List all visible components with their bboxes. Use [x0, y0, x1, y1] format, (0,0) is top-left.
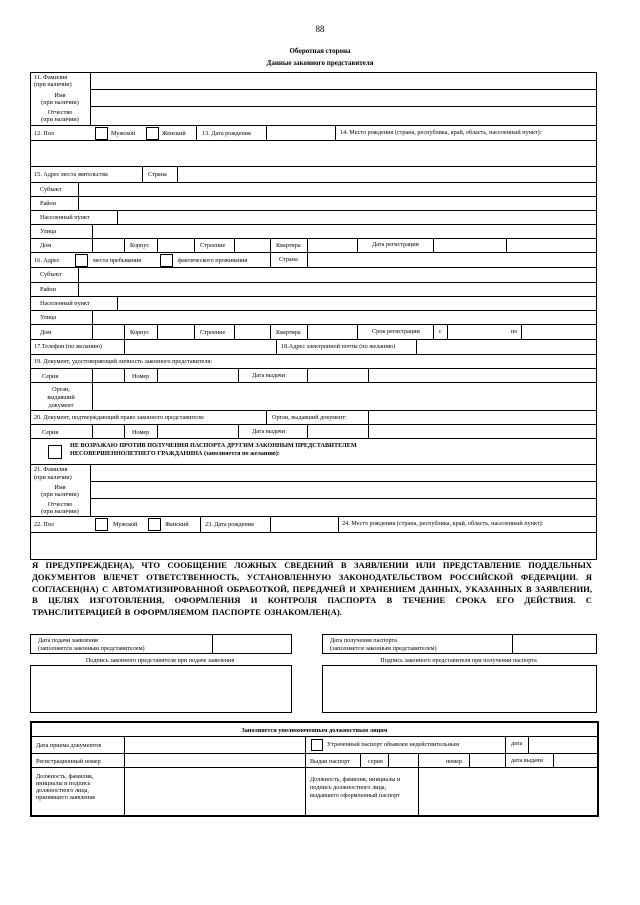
street-label: Улица [40, 314, 57, 321]
issue-date-label: Дата выдачи [252, 372, 286, 379]
accept-date-label: Дата приема документов [36, 742, 102, 749]
email-label: 18.Адрес электронной почты (по желанию) [281, 343, 396, 350]
issue-date-label: Дата выдачи [252, 428, 286, 435]
country-label: Страна [279, 256, 298, 263]
second-male-checkbox[interactable] [95, 518, 108, 531]
residence-reg-date-field[interactable] [434, 239, 505, 251]
id-issue-date-field[interactable] [308, 369, 367, 381]
house-label: Дом [40, 329, 52, 336]
reg-term-label: Срок регистрации [372, 328, 420, 335]
phone-field[interactable] [125, 340, 275, 353]
issuing-body-label-3: документ [48, 402, 74, 409]
proof-issue-date-field[interactable] [308, 425, 367, 437]
second-surname-field[interactable] [91, 465, 594, 480]
proof-document-label: 20. Документ, подтверждающий право законного представителя: [34, 414, 205, 421]
residence-subject-field[interactable] [79, 183, 594, 195]
id-number-field[interactable] [158, 369, 237, 381]
issued-by-label-1: Должность, фамилия, инициалы и [310, 776, 401, 783]
second-sex-label: 22. Пол [34, 521, 54, 528]
receive-date-note: (заполняется законным представителем) [330, 645, 437, 652]
second-birthplace-label: 24. Место рождения (страна, республика, край, область, населенный пункт): [342, 520, 544, 527]
receive-date-field[interactable] [513, 635, 594, 651]
if-any-note: (при наличии) [41, 491, 79, 498]
name-label: Имя [54, 92, 66, 99]
stay-country-field[interactable] [308, 253, 594, 266]
reg-date-label: Дата регистрации [372, 241, 419, 248]
issuing-body-label-2: выдавший [47, 394, 75, 401]
residence-locality-field[interactable] [118, 211, 594, 223]
flat-label: Квартира [276, 242, 301, 249]
actual-residence-label: фактического проживания [178, 257, 248, 264]
sex-label: 12. Пол [34, 130, 54, 137]
reg-number-label: Регистрационный номер [36, 758, 101, 765]
second-name-label: Имя [54, 484, 66, 491]
male-checkbox[interactable] [95, 127, 108, 140]
female-label: Женский [165, 521, 189, 528]
accepted-by-label-4: принявшего заявление [36, 794, 96, 801]
proof-number-field[interactable] [158, 425, 237, 437]
accepted-by-field[interactable] [125, 768, 304, 812]
reg-term-to-label: по [511, 328, 518, 335]
surname-field[interactable] [91, 73, 594, 88]
country-label: Страна [148, 171, 167, 178]
stay-district-field[interactable] [79, 283, 594, 295]
accepted-by-label-3: должностного лица, [36, 787, 89, 794]
female-checkbox[interactable] [146, 127, 159, 140]
proof-issuer-field[interactable] [369, 411, 594, 423]
series-label: Серия [42, 429, 59, 436]
official-header: Заполняется уполномоченным должностным лицом [241, 727, 388, 734]
issued-series-field[interactable] [389, 754, 417, 766]
issued-by-label-3: выдавшего оформленный паспорт [310, 792, 400, 799]
residence-country-field[interactable] [178, 167, 594, 181]
residence-address-label: 15. Адрес места жительства [34, 171, 108, 178]
submit-signature-field[interactable] [30, 665, 292, 713]
receive-date-label: Дата получения паспорта [330, 637, 398, 644]
stay-checkbox[interactable] [75, 254, 88, 267]
section-title: Данные законного представителя [266, 59, 374, 67]
house-label: Дом [40, 242, 52, 249]
building-label: Корпус [130, 329, 150, 336]
stay-street-field[interactable] [93, 311, 594, 323]
if-any-note: (при наличии) [41, 508, 79, 515]
email-field[interactable] [417, 340, 594, 353]
consent-checkbox[interactable] [48, 445, 62, 459]
submit-date-label: Дата подачи заявления [38, 637, 98, 644]
issued-by-field[interactable] [419, 768, 594, 812]
flat-label: Квартира [276, 329, 301, 336]
patronymic-label: Отчество [47, 109, 73, 116]
district-label: Район [40, 200, 56, 207]
number-label: Номер [132, 373, 150, 380]
reg-number-field[interactable] [125, 754, 304, 766]
receive-signature-field[interactable] [322, 665, 597, 713]
street-label: Улица [40, 228, 57, 235]
locality-label: Населенный пункт [40, 300, 90, 307]
structure-label: Строение [200, 242, 226, 249]
second-birthplace-field[interactable] [31, 533, 594, 557]
submit-signature-label: Подпись законного представителя при подаче заявления [85, 657, 235, 664]
birthplace-field[interactable] [31, 141, 594, 165]
lost-date-field[interactable] [529, 737, 593, 752]
receive-signature-label: Подпись законного представителя при получении паспорта [380, 657, 537, 664]
male-label: Мужской [111, 130, 136, 137]
residence-house-field[interactable] [93, 239, 123, 251]
if-any-note: (при наличии) [34, 81, 72, 88]
dob-label: 13. Дата рождения [202, 130, 251, 137]
id-series-field[interactable] [93, 369, 123, 381]
accepted-by-label-2: инициалы и подпись [36, 780, 91, 787]
second-patronymic-field[interactable] [91, 499, 594, 515]
female-label: Женский [162, 130, 186, 137]
proof-series-field[interactable] [93, 425, 123, 437]
dob-field[interactable] [267, 126, 334, 139]
structure-label: Строение [200, 329, 226, 336]
second-surname-label: 21. Фамилия [34, 466, 68, 473]
second-female-checkbox[interactable] [148, 518, 161, 531]
issuer-org-label: Орган, выдавший документ: [272, 414, 347, 421]
second-patronymic-label: Отчество [47, 501, 73, 508]
issued-passport-label: Выдан паспорт [310, 758, 350, 765]
id-issuing-body-field[interactable] [93, 383, 594, 409]
patronymic-field[interactable] [91, 107, 594, 124]
building-label: Корпус [130, 242, 150, 249]
issued-series-label: серия [368, 758, 383, 765]
issued-date-field[interactable] [554, 754, 594, 766]
residence-street-field[interactable] [93, 225, 594, 237]
issued-by-label-2: подпись должностного лица, [310, 784, 387, 791]
series-label: Серия [42, 373, 59, 380]
id-document-label: 19. Документ, удостоверяющий личность законного представителя: [34, 358, 212, 365]
liability-warning: Я ПРЕДУПРЕЖДЕН(А), ЧТО СООБЩЕНИЕ ЛОЖНЫХ СВЕДЕНИЙ В ЗАЯВЛЕНИИ ИЛИ ПРЕДСТАВЛЕНИЕ ПОДДЕЛЬНЫХ ДОКУМЕНТОВ ВЛЕЧЕТ ОТВЕТСТВЕННОСТЬ, УСТАНОВЛЕННУЮ ЗАКОНОДАТЕЛЬСТВОМ РОССИЙСКОЙ ФЕДЕРАЦИИ. Я СОГЛАСЕН(НА) С АВТОМАТИЗИРОВАННОЙ ОБРАБОТКОЙ, ПЕРЕДАЧЕЙ И ХРАНЕНИЕМ ДАННЫХ, УКАЗАННЫХ В ЗАЯВЛЕНИИ, В ЦЕЛЯХ ИЗГОТОВЛЕНИЯ, ОФОРМЛЕНИЯ И КОНТРОЛЯ ПАСПОРТА В ТЕЧЕНИЕ СРОКА ЕГО ДЕЙСТВИЯ. С ТРАНСЛИТЕРАЦИЕЙ В ОФОРМЛЯЕМОМ ПАСПОРТЕ ОЗНАКОМЛЕН(А). [32, 560, 592, 618]
consent-line-1: НЕ ВОЗРАЖАЮ ПРОТИВ ПОЛУЧЕНИЯ ПАСПОРТА ДРУГИМ ЗАКОННЫМ ПРЕДСТАВИТЕЛЕМ [70, 442, 357, 449]
second-name-field[interactable] [91, 482, 594, 497]
stay-locality-field[interactable] [118, 297, 594, 309]
second-dob-field[interactable] [271, 517, 337, 531]
actual-residence-checkbox[interactable] [160, 254, 173, 267]
number-label: Номер [132, 429, 150, 436]
birthplace-label: 14. Место рождения (страна, республика, край, область, населенный пункт): [340, 129, 542, 136]
submit-date-note: (заполняется законным представителем) [38, 645, 145, 652]
male-label: Мужской [113, 521, 138, 528]
issuing-body-label-1: Орган, [52, 386, 70, 393]
if-any-note: (при наличии) [41, 99, 79, 106]
consent-line-2: НЕСОВЕРШЕННОЛЕТНЕГО ГРАЖДАНИНА (заполняется по желанию): [70, 450, 280, 457]
accepted-by-label-1: Должность, фамилия, [36, 773, 94, 780]
locality-label: Населенный пункт [40, 214, 90, 221]
if-any-note: (при наличии) [41, 116, 79, 123]
stay-address-label: 16. Адрес [34, 257, 60, 264]
district-label: Район [40, 286, 56, 293]
page-number: 88 [315, 24, 325, 34]
surname-label: 11. Фамилия [34, 74, 68, 81]
reg-term-from-label: с [439, 328, 442, 335]
reg-term-to-field[interactable] [522, 325, 594, 338]
side-title: Оборотная сторона [289, 47, 351, 55]
issued-date-label: дата выдачи [511, 757, 543, 764]
stay-subject-field[interactable] [79, 268, 594, 281]
second-dob-label: 23. Дата рождения [205, 521, 254, 528]
accept-date-field[interactable] [125, 737, 304, 752]
subject-label: Субъект [40, 186, 62, 193]
stay-label: места пребывания [93, 257, 142, 264]
issued-number-field[interactable] [470, 754, 504, 766]
reg-term-from-field[interactable] [448, 325, 506, 338]
if-any-note: (при наличии) [34, 474, 72, 481]
phone-label: 17.Телефон (по желанию) [34, 343, 102, 350]
lost-passport-checkbox[interactable] [311, 739, 323, 751]
submit-date-field[interactable] [213, 635, 289, 651]
lost-date-label: дата [511, 740, 523, 747]
name-field[interactable] [91, 90, 594, 105]
subject-label: Субъект [40, 271, 62, 278]
issued-number-label: номер [446, 758, 463, 765]
lost-passport-label: Утраченный паспорт объявлен недействительным [327, 741, 459, 748]
residence-district-field[interactable] [79, 197, 594, 209]
